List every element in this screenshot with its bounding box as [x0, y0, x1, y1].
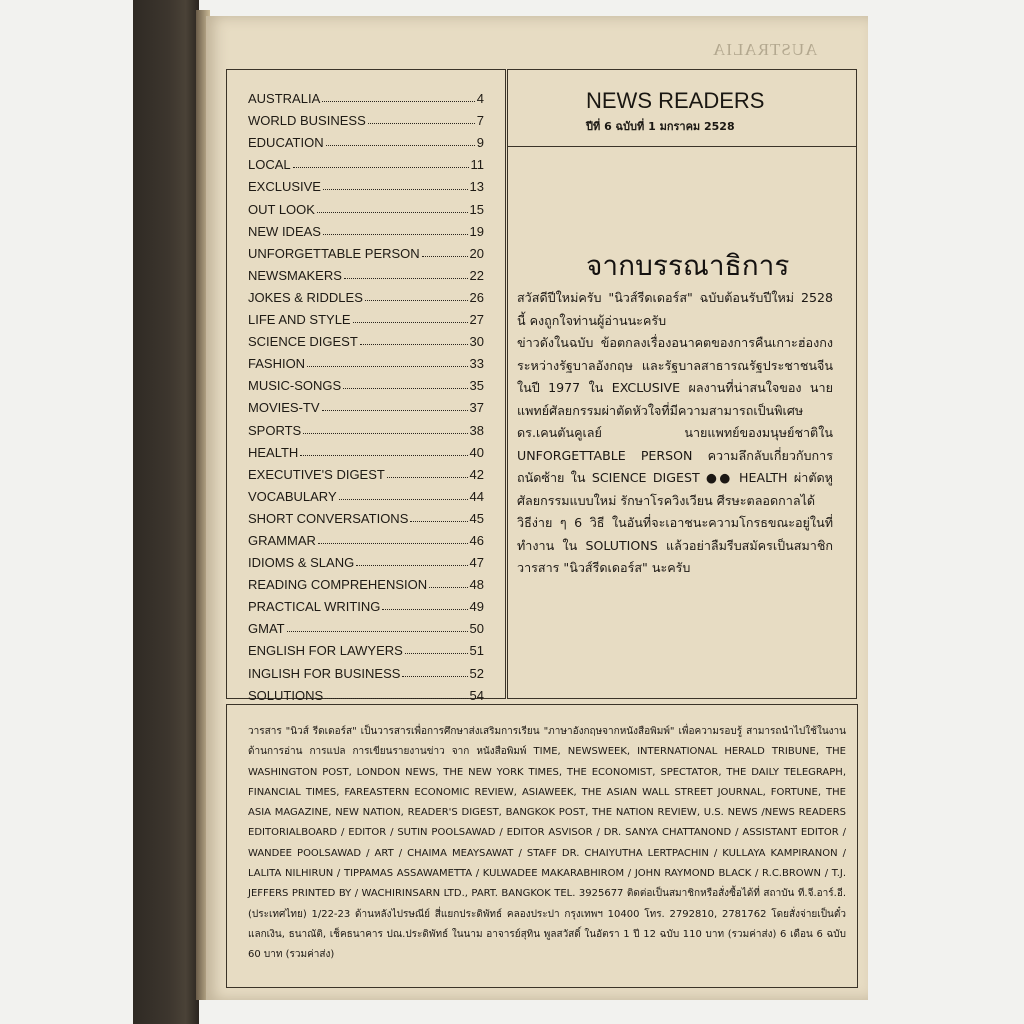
toc-leader-dots	[293, 167, 469, 168]
toc-entry	[248, 504, 484, 526]
toc-leader-dots	[326, 145, 475, 146]
toc-entry	[248, 261, 484, 283]
toc-leader-dots	[360, 344, 468, 345]
toc-title: ENGLISH FOR LAWYERS	[248, 643, 403, 659]
toc-page-number: 50	[469, 621, 484, 637]
toc-title: LIFE AND STYLE	[248, 312, 351, 328]
toc-leader-dots	[405, 653, 468, 654]
toc-title: UNFORGETTABLE PERSON	[248, 245, 420, 261]
toc-page-number: 48	[469, 577, 484, 593]
toc-page-number: 22	[469, 267, 484, 283]
toc-page-number: 9	[476, 135, 484, 151]
toc-entry	[248, 592, 484, 614]
toc-title: OUT LOOK	[248, 201, 315, 217]
toc-entry	[248, 128, 484, 150]
toc-leader-dots	[303, 433, 467, 434]
toc-entry	[248, 283, 484, 305]
issue-info: ปีที่ 6 ฉบับที่ 1 มกราคม 2528	[586, 120, 735, 133]
toc-entry	[248, 614, 484, 636]
toc-leader-dots	[343, 388, 467, 389]
toc-entry	[248, 526, 484, 548]
toc-entry	[248, 393, 484, 415]
toc-title: SHORT CONVERSATIONS	[248, 510, 409, 526]
toc-entry	[248, 84, 484, 106]
toc-leader-dots	[318, 543, 468, 544]
toc-page-number: 27	[469, 312, 484, 328]
toc-entry	[248, 548, 484, 570]
toc-entry	[248, 106, 484, 128]
toc-title: MUSIC-SONGS	[248, 378, 342, 394]
toc-page-number: 15	[469, 201, 484, 217]
toc-page-number: 35	[469, 378, 484, 394]
toc-title: NEW IDEAS	[248, 223, 321, 239]
toc-page-number: 44	[469, 488, 484, 504]
toc-title: IDIOMS & SLANG	[248, 555, 355, 571]
toc-leader-dots	[365, 300, 468, 301]
editorial-body	[517, 287, 833, 580]
toc-page-number: 40	[469, 444, 484, 460]
toc-leader-dots	[323, 234, 468, 235]
toc-leader-dots	[325, 698, 467, 699]
toc-page-number: 37	[469, 400, 484, 416]
toc-leader-dots	[287, 631, 468, 632]
toc-entry	[248, 194, 484, 216]
toc-title: INGLISH FOR BUSINESS	[248, 665, 401, 681]
toc-page-number: 47	[469, 555, 484, 571]
toc-title: GRAMMAR	[248, 532, 316, 548]
toc-title: AUSTRALIA	[248, 91, 321, 107]
toc-title: VOCABULARY	[248, 488, 337, 504]
toc-leader-dots	[410, 521, 467, 522]
toc-entry	[248, 217, 484, 239]
toc-entry	[248, 172, 484, 194]
toc-leader-dots	[322, 410, 468, 411]
toc-title: SPORTS	[248, 422, 302, 438]
toc-page-number: 13	[469, 179, 484, 195]
toc-page-number: 38	[469, 422, 484, 438]
table-of-contents	[248, 84, 484, 703]
editorial-paragraph: วิธีง่าย ๆ 6 วิธี ในอันที่จะเอาชนะความโกรธขณะอยู่ในที่ทำงาน ใน SOLUTIONS แล้วอย่าลืมรีบสมัครเป็นสมาชิกวารสาร "นิวส์รีดเดอร์ส" นะครับ	[517, 515, 833, 575]
toc-page-number: 26	[469, 289, 484, 305]
toc-leader-dots	[322, 101, 475, 102]
toc-entry	[248, 570, 484, 592]
toc-page-number: 54	[469, 687, 484, 703]
toc-page-number: 19	[469, 223, 484, 239]
toc-entry	[248, 482, 484, 504]
editorial-paragraph: สวัสดีปีใหม่ครับ "นิวส์รีดเดอร์ส" ฉบับต้อนรับปีใหม่ 2528 นี้ คงถูกใจท่านผู้อ่านนะครับ	[517, 290, 833, 328]
toc-title: MOVIES-TV	[248, 400, 320, 416]
toc-entry	[248, 305, 484, 327]
toc-title: HEALTH	[248, 444, 299, 460]
toc-leader-dots	[323, 189, 468, 190]
bleed-through-text: AUSTRALIA	[712, 40, 818, 59]
toc-entry	[248, 658, 484, 680]
toc-title: FASHION	[248, 356, 306, 372]
toc-leader-dots	[339, 499, 468, 500]
toc-leader-dots	[422, 256, 468, 257]
toc-title: NEWSMAKERS	[248, 267, 342, 283]
toc-entry	[248, 327, 484, 349]
toc-leader-dots	[344, 278, 468, 279]
toc-leader-dots	[368, 123, 475, 124]
toc-page-number: 42	[469, 466, 484, 482]
toc-title: EXCLUSIVE	[248, 179, 321, 195]
toc-page-number: 49	[469, 599, 484, 615]
toc-entry	[248, 150, 484, 172]
toc-entry	[248, 239, 484, 261]
toc-page-number: 20	[469, 245, 484, 261]
toc-title: LOCAL	[248, 157, 291, 173]
toc-title: GMAT	[248, 621, 285, 637]
toc-page-number: 30	[469, 334, 484, 350]
toc-title: WORLD BUSINESS	[248, 113, 366, 129]
toc-title: EXECUTIVE'S DIGEST	[248, 466, 385, 482]
toc-page-number: 4	[476, 91, 484, 107]
toc-leader-dots	[429, 587, 467, 588]
toc-leader-dots	[353, 322, 468, 323]
book-spine	[133, 0, 199, 1024]
toc-page-number: 45	[469, 510, 484, 526]
editorial-paragraph: ข่าวดังในฉบับ ข้อตกลงเรื่องอนาคตของการคืนเกาะฮ่องกง ระหว่างรัฐบาลอังกฤษ และรัฐบาลสาธารณรัฐประชาชนจีนในปี 1977 ใน EXCLUSIVE ผลงานที่น่าสนใจของ นายแพทย์ศัลยกรรมผ่าตัดหัวใจที่มีความสามารถเป็นพิเศษ ดร.เคนตันคูเลย์ นายแพทย์ของมนุษย์ชาติใน UNFORGETTABLE PERSON ความลึกลับเกี่ยวกับการถนัดซ้าย ใน SCIENCE DIGEST ●● HEALTH ผ่าตัดหูศัลยกรรมแบบใหม่ รักษาโรควิงเวียน ศีรษะตลอดกาลได้	[517, 335, 833, 508]
toc-leader-dots	[300, 455, 467, 456]
toc-entry	[248, 681, 484, 703]
toc-title: EDUCATION	[248, 135, 324, 151]
toc-title: READING COMPREHENSION	[248, 577, 428, 593]
toc-title: SCIENCE DIGEST	[248, 334, 358, 350]
toc-page-number: 46	[469, 532, 484, 548]
masthead-title: NEWS READERS	[586, 88, 765, 113]
credits-text: วารสาร "นิวส์ รีดเดอร์ส" เป็นวารสารเพื่อการศึกษาส่งเสริมการเรียน "ภาษาอังกฤษจากหนังสือพิมพ์" เพื่อความรอบรู้ สามารถนำไปใช้ในงานด้านการอ่าน การแปล การเขียนรายงานข่าว จาก หนังสือพิมพ์ TIME, NEWSWEEK, INTERNATIONAL HERALD TRIBUNE, THE WASHINGTON POST, LONDON NEWS, THE NEW YORK TIMES, THE ECONOMIST, SPECTATOR, THE DAILY TELEGRAPH, FINANCIAL TIMES, FAREASTERN ECONOMIC REVIEW, ASIAWEEK, THE ASIAN WALL STREET JOURNAL, FORTUNE, THE ASIA MAGAZINE, NEW NATION, READER'S DIGEST, BANGKOK POST, THE NATION REVIEW, U.S. NEWS /NEWS READERS EDITORIALBOARD / EDITOR / SUTIN POOLSAWAD / EDITOR ASVISOR / DR. SANYA CHATTANOND / ASSISTANT EDITOR / WANDEE POOLSAWAD / ART / CHAIMA MEAYSAWAT / STAFF DR. CHAIYUTHA LERTPACHIN / KULLAYA KAMPIRANON / LALITA NILHIRUN / TIPPAMAS ASSAWAMETTA / KULWADEE MAKARABHIROM / JOHN RAYMOND BLACK / R.C.BROWN / T.J. JEFFERS PRINTED BY / WACHIRINSARN LTD., PART. BANGKOK TEL. 3925677 ติดต่อเป็นสมาชิกหรือสั่งซื้อได้ที่ สถาบัน ที.จี.อาร์.อี. (ประเทศไทย) 1/22-23 ด้านหลังไปรษณีย์ สี่แยกประดิพัทธ์ คลองประปา กรุงเทพฯ 10400 โทร. 2792810, 2781762 โดยสั่งจ่ายเป็นตั๋วแลกเงิน, ธนาณัติ, เช็คธนาคาร ปณ.ประดิพัทธ์ ในนาม อาจารย์สุทิน พูลสวัสดิ์ ในอัตรา 1 ปี 12 ฉบับ 110 บาท (รวมค่าส่ง) 6 เดือน 6 ฉบับ 60 บาท (รวมค่าส่ง)	[248, 726, 846, 961]
toc-leader-dots	[356, 565, 467, 566]
toc-entry	[248, 636, 484, 658]
toc-title: SOLUTIONS	[248, 687, 324, 703]
toc-page-number: 52	[469, 665, 484, 681]
toc-entry	[248, 460, 484, 482]
toc-page-number: 11	[470, 157, 484, 173]
toc-leader-dots	[402, 676, 467, 677]
toc-entry	[248, 438, 484, 460]
editorial-heading: จากบรรณาธิการ	[586, 249, 790, 282]
masthead-divider	[507, 146, 857, 147]
toc-leader-dots	[317, 212, 468, 213]
toc-page-number: 33	[469, 356, 484, 372]
toc-title: PRACTICAL WRITING	[248, 599, 381, 615]
toc-leader-dots	[307, 366, 467, 367]
toc-page-number: 51	[469, 643, 484, 659]
toc-entry	[248, 371, 484, 393]
toc-page-number: 7	[476, 113, 484, 129]
toc-title: JOKES & RIDDLES	[248, 289, 363, 305]
toc-entry	[248, 415, 484, 437]
toc-leader-dots	[382, 609, 467, 610]
toc-leader-dots	[387, 477, 468, 478]
toc-entry	[248, 349, 484, 371]
